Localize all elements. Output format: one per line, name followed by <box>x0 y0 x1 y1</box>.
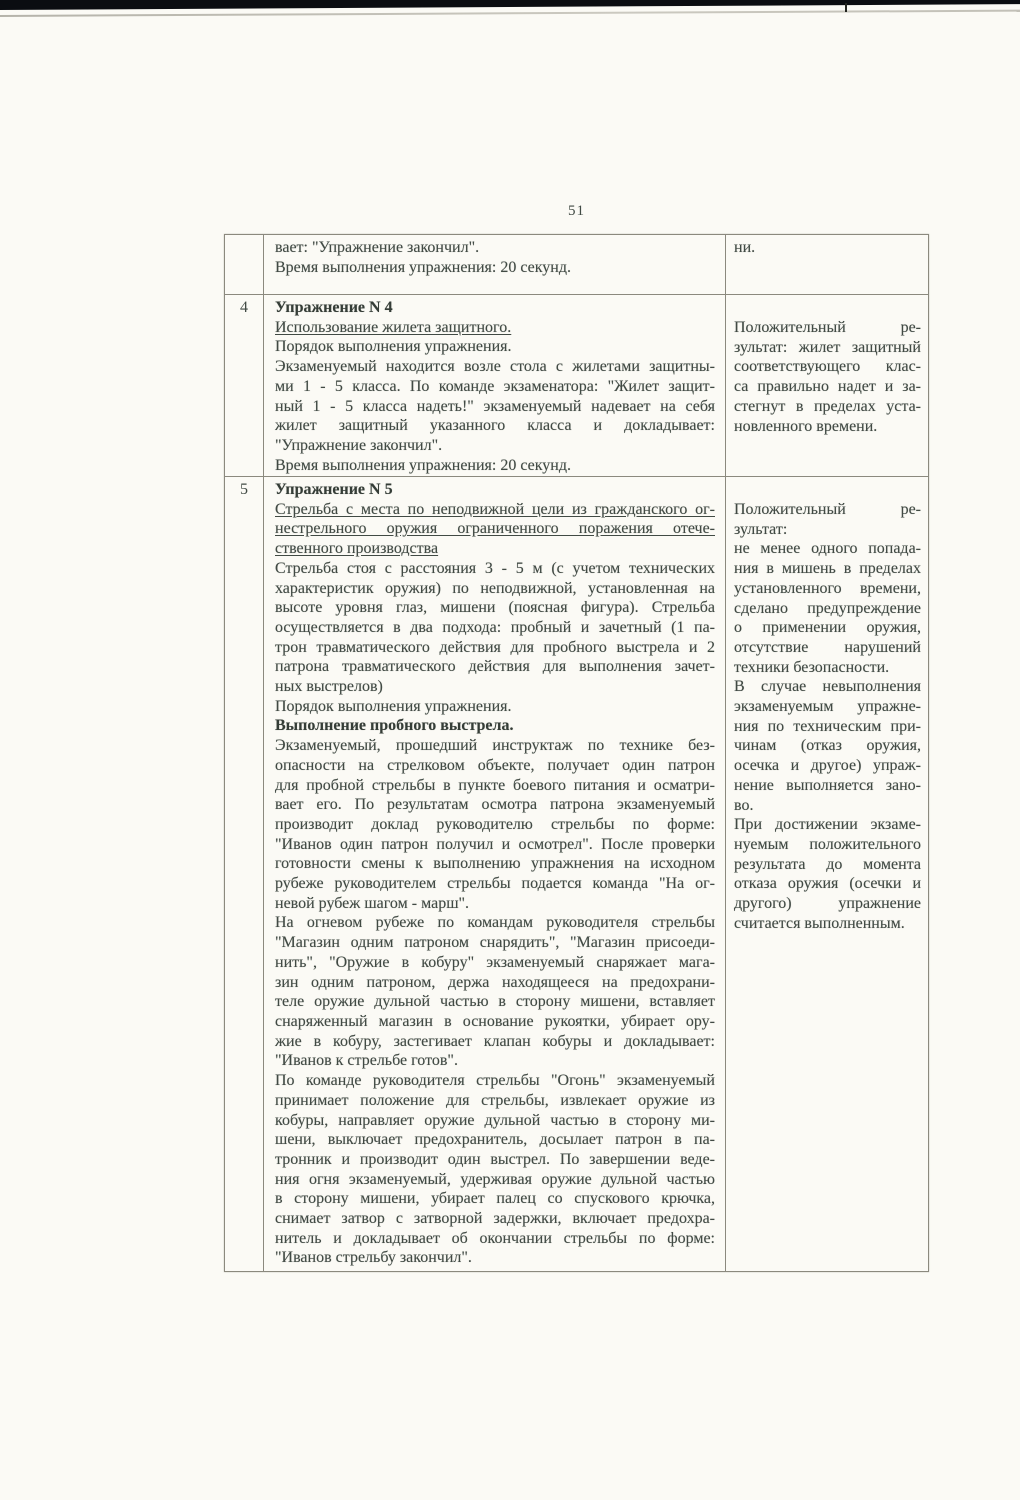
text-line: готовности смены к выполнению упражнения на исходном <box>275 855 715 873</box>
row-number-cell: 4 <box>240 299 248 316</box>
text-line: ных выстрелов) <box>275 678 383 696</box>
text-line: зультат: жилет защитный <box>734 338 921 356</box>
table-row <box>225 294 928 476</box>
text-line: Положительный ре- <box>734 501 921 518</box>
text-line: Стрельба с места по неподвижной цели из гражданского ог- <box>275 500 715 518</box>
text-line: ный 1 - 5 класса надеть!" экзаменуемый надевает на себя <box>275 397 715 415</box>
scan-mark <box>845 3 847 12</box>
text-line: Порядок выполнения упражнения. <box>275 697 512 715</box>
text-line: высоте уровня глаз, мишени (поясная фигура). Стрельба <box>275 599 715 617</box>
text-line: В случае невыполнения <box>734 678 921 696</box>
text-line: результата до момента <box>734 855 921 873</box>
text-line: рубеже руководителем стрельбы подается команда "На ог- <box>275 875 715 893</box>
result-cell <box>725 235 928 294</box>
text-line: "Иванов один патрон получил и осмотрел". После проверки <box>275 835 715 853</box>
text-line: осуществляется в два подхода: пробный и зачетный (1 па- <box>275 618 715 636</box>
text-line: производит доклад руководителю стрельбы по форме: <box>275 815 715 833</box>
text-line: не менее одного попада- <box>734 540 921 558</box>
text-line: Выполнение пробного выстрела. <box>275 717 514 735</box>
text-line: характеристик оружия) по неподвижной, установленная на <box>275 579 715 597</box>
text-line: снаряженный магазин в основание рукоятки, убирает ору- <box>275 1012 715 1030</box>
text-line: ния по техническим при- <box>734 717 921 735</box>
text-line: При достижении экзаме- <box>734 816 921 834</box>
text-line: зин одним патроном, держа находящееся на предохрани- <box>275 973 715 991</box>
result-cell <box>725 295 928 476</box>
text-line: сделано предупреждение <box>734 599 921 617</box>
text-line: "Магазин одним патроном снарядить", "Магазин присоеди- <box>275 934 715 952</box>
text-line: Использование жилета защитного. <box>275 318 512 336</box>
text-line: Время выполнения упражнения: 20 секунд. <box>275 258 572 276</box>
text-line: нение выполняется зано- <box>734 776 921 794</box>
text-line: "Иванов стрельбу закончил". <box>275 1249 472 1267</box>
text-line: ми 1 - 5 класса. По команде экзаменатора: "Жилет защит- <box>275 377 715 395</box>
text-line: чинам (отказ оружия, <box>734 737 921 755</box>
text-line: ни. <box>734 239 756 256</box>
text-line: отсутствие нарушений <box>734 638 921 656</box>
text-line: Упражнение N 5 <box>275 481 393 498</box>
text-line: о применении оружия, <box>734 619 921 637</box>
text-line: вает: "Упражнение закончил". <box>275 239 480 256</box>
result-cell <box>725 477 928 1271</box>
exercise-description-cell <box>263 477 725 1271</box>
text-line: техники безопасности. <box>734 658 890 676</box>
text-line: нуемым положительного <box>734 835 921 853</box>
text-line: Экзаменуемый находится возле стола с жилетами защитны- <box>275 358 715 376</box>
text-line: Время выполнения упражнения: 20 секунд. <box>275 456 572 474</box>
exercise-description-cell <box>263 295 725 476</box>
text-line: новленного времени. <box>734 417 878 435</box>
text-line: кобуры, направляет оружие дульной частью в сторону ми- <box>275 1111 715 1129</box>
text-line: другого) упражнение <box>734 895 921 913</box>
text-line: в сторону мишени, убирает палец со спускового крючка, <box>275 1190 715 1208</box>
table-row <box>225 476 928 1271</box>
text-line: экзаменуемым упражне- <box>734 698 921 716</box>
text-line: патрона травматического действия для выполнения зачет- <box>275 658 715 676</box>
text-line: для пробной стрельбы в пункте боевого питания и осматри- <box>275 776 715 794</box>
exercise-description-cell <box>263 235 725 294</box>
text-line: Упражнение N 4 <box>275 299 393 316</box>
scan-top-edge <box>0 0 1020 10</box>
exam-exercises-table <box>224 234 929 1272</box>
text-line: На огневом рубеже по командам руководителя стрельбы <box>275 914 715 932</box>
text-line: Экзаменуемый, прошедший инструктаж по технике без- <box>275 737 715 755</box>
text-line: нить", "Оружие в кобуру" экзаменуемый снаряжает мага- <box>275 953 715 971</box>
row-number-cell: 5 <box>240 481 248 498</box>
text-line: По команде руководителя стрельбы "Огонь" экзаменуемый <box>275 1072 715 1090</box>
text-line: отказа оружия (осечки и <box>734 875 921 893</box>
text-line: теле оружие дульной частью в сторону мишени, вставляет <box>275 993 715 1011</box>
scan-edge-line <box>0 10 1020 17</box>
text-line: установленного времени, <box>734 579 921 597</box>
text-line: Порядок выполнения упражнения. <box>275 338 512 356</box>
text-line: трон травматического действия для пробного выстрела и 2 <box>275 638 715 656</box>
text-line: жие в кобуру, застегивает клапан кобуры и докладывает: <box>275 1032 715 1050</box>
text-line: Стрельба стоя с расстояния 3 - 5 м (с учетом технических <box>275 559 715 577</box>
text-line: стегнут в пределах уста- <box>734 397 921 415</box>
text-line: соответствующего клас- <box>734 358 921 376</box>
text-line: нитель и докладывает об окончании стрельбы по форме: <box>275 1229 715 1247</box>
text-line: невой рубеж шагом - марш". <box>275 894 470 912</box>
text-line: жилет защитный указанного класса и докладывает: <box>275 417 715 435</box>
text-line: Положительный ре- <box>734 319 921 336</box>
text-line: опасности на стрелковом объекте, получает один патрон <box>275 756 715 774</box>
text-line: "Упражнение закончил". <box>275 436 443 454</box>
text-line: считается выполненным. <box>734 914 905 932</box>
text-line: са правильно надет и за- <box>734 378 921 396</box>
row-number-cell <box>225 235 263 294</box>
text-line: снимает затвор с затворной задержки, включает предохра- <box>275 1210 715 1228</box>
text-line: тронник и производит один выстрел. По завершении веде- <box>275 1150 715 1168</box>
text-line: принимает положение для стрельбы, извлекает оружие из <box>275 1091 715 1109</box>
text-line: ния в мишень в пределах <box>734 560 921 578</box>
text-line: во. <box>734 796 754 814</box>
text-line: осечка и другое) упраж- <box>734 757 921 775</box>
page-number: 51 <box>568 203 585 219</box>
text-line: зультат: <box>734 520 788 538</box>
text-line: "Иванов к стрельбе готов". <box>275 1052 458 1070</box>
text-line: ственного производства <box>275 540 439 558</box>
text-line: нестрельного оружия ограниченного поражения отече- <box>275 520 715 538</box>
text-line: ния огня экзаменуемый, удерживая оружие дульной частью <box>275 1170 715 1188</box>
text-line: вает его. По результатам осмотра патрона экзаменуемый <box>275 796 715 814</box>
table-row <box>225 235 928 294</box>
text-line: шени, выключает предохранитель, досылает патрон в па- <box>275 1131 715 1149</box>
